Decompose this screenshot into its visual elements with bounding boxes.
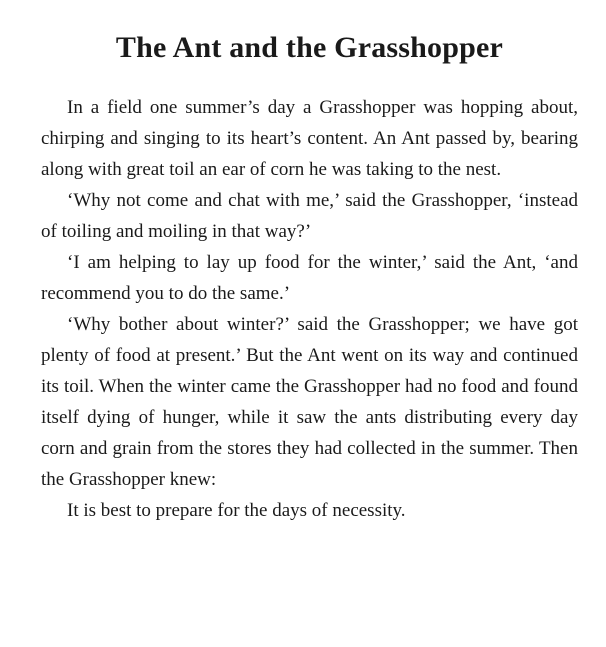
- story-paragraph: ‘I am helping to lay up food for the winter,’ said the Ant, ‘and recommend you to do the same.’: [41, 252, 578, 304]
- story-title: The Ant and the Grasshopper: [115, 31, 504, 64]
- story-paragraph: ‘Why not come and chat with me,’ said the Grasshopper, ‘instead of toiling and moiling in that way?’: [41, 190, 578, 242]
- story-page: [41, 28, 578, 526]
- story-paragraph: In a field one summer’s day a Grasshopper was hopping about, chirping and singing to its heart’s content. An Ant passed by, bearing along with great toil an ear of corn he was taking to the nest.: [41, 97, 578, 180]
- story-moral: It is best to prepare for the days of necessity.: [67, 500, 406, 521]
- story-paragraph: ‘Why bother about winter?’ said the Grasshopper; we have got plenty of food at present.’ But the Ant went on its way and continued its toil. When the winter came the Grasshopper had no food and found itself dying of hunger, while it saw the ants distributing every day corn and grain from the stores they had collected in the summer. Then the Grasshopper knew:: [41, 314, 578, 490]
